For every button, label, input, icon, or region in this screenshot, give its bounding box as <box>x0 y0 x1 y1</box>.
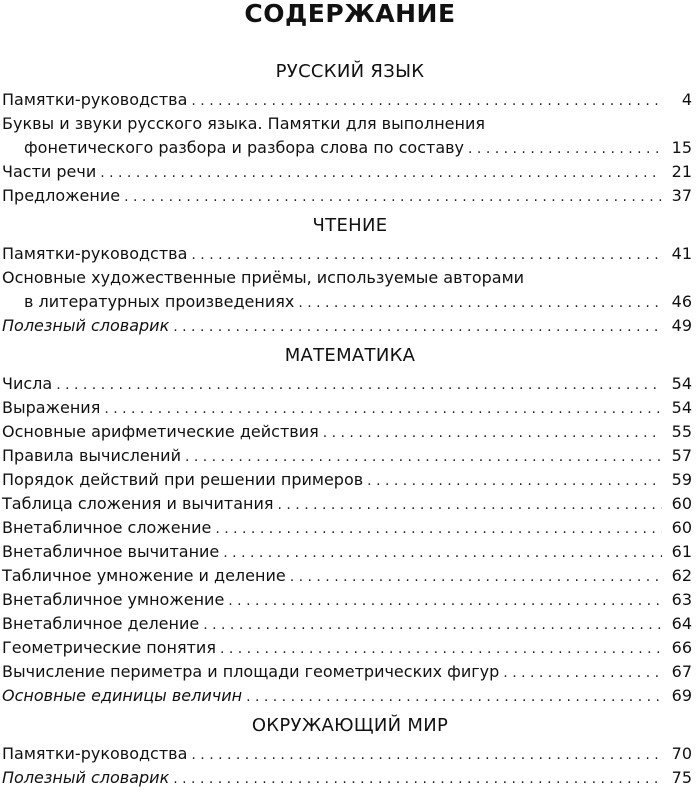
dot-leader <box>191 89 662 113</box>
dot-leader <box>100 161 662 185</box>
toc-entry[interactable] <box>2 372 692 396</box>
dot-leader <box>191 743 662 767</box>
toc-entry[interactable] <box>2 88 692 112</box>
toc-entry-page: 46 <box>671 292 692 311</box>
toc-entry-title: Вычисление периметра и площади геометрических фигур <box>2 662 500 681</box>
section-heading-world: ОКРУЖАЮЩИЙ МИР <box>251 715 449 736</box>
dot-leader <box>191 243 662 267</box>
toc-entry-title-line1[interactable]: Основные художественные приёмы, используемые авторами <box>2 268 525 287</box>
toc-entry-title-line1[interactable]: Буквы и звуки русского языка. Памятки для выполнения <box>2 114 485 133</box>
toc-entry-title: Памятки-руководства <box>2 744 188 763</box>
toc-entry-title: Геометрические понятия <box>2 638 216 657</box>
dot-leader <box>203 613 662 637</box>
toc-entry[interactable] <box>2 444 692 468</box>
dot-leader <box>173 315 662 339</box>
toc-entry-title: Числа <box>2 374 53 393</box>
dot-leader <box>278 493 663 517</box>
toc-entry[interactable] <box>2 314 692 338</box>
toc-entry-title: Таблица сложения и вычитания <box>2 494 274 513</box>
toc-entry-title: Правила вычислений <box>2 446 181 465</box>
toc-entry-page: 67 <box>671 662 692 681</box>
toc-entry[interactable] <box>2 588 692 612</box>
toc-entry[interactable] <box>2 684 692 708</box>
toc-entry[interactable] <box>2 540 692 564</box>
dot-leader <box>298 291 662 315</box>
toc-entry-title: Памятки-руководства <box>2 90 188 109</box>
toc-entry[interactable] <box>24 290 692 314</box>
toc-entry-page: 60 <box>671 518 692 537</box>
dot-leader <box>56 373 662 397</box>
dot-leader <box>246 685 662 709</box>
toc-entry-page: 21 <box>671 162 692 181</box>
toc-entry[interactable] <box>2 184 692 208</box>
toc-entry-title: Порядок действий при решении примеров <box>2 470 364 489</box>
dot-leader <box>220 637 662 661</box>
dot-leader <box>173 767 662 791</box>
toc-entry-page: 62 <box>671 566 692 585</box>
toc-entry-title: Внетабличное умножение <box>2 590 225 609</box>
dot-leader <box>215 517 662 541</box>
toc-entry[interactable] <box>2 516 692 540</box>
toc-entry-title: Полезный словарик <box>2 768 170 787</box>
toc-entry[interactable] <box>2 492 692 516</box>
toc-entry[interactable] <box>2 612 692 636</box>
toc-entry-title: Памятки-руководства <box>2 244 188 263</box>
section-heading-math: МАТЕМАТИКА <box>284 345 416 366</box>
toc-entry-page: 57 <box>671 446 692 465</box>
dot-leader <box>124 185 662 209</box>
toc-entry[interactable] <box>2 396 692 420</box>
toc-entry-page: 75 <box>671 768 692 787</box>
toc-entry[interactable] <box>2 564 692 588</box>
dot-leader <box>503 661 662 685</box>
toc-entry-page: 49 <box>671 316 692 335</box>
page-title: СОДЕРЖАНИЕ <box>244 0 456 28</box>
toc-entry[interactable] <box>2 160 692 184</box>
toc-entry[interactable] <box>2 636 692 660</box>
toc-entry-title: Основные единицы величин <box>2 686 243 705</box>
dot-leader <box>367 469 662 493</box>
toc-entry-page: 66 <box>671 638 692 657</box>
toc-entry-page: 64 <box>671 614 692 633</box>
toc-entry-title: Полезный словарик <box>2 316 170 335</box>
toc-entry[interactable] <box>2 420 692 444</box>
dot-leader <box>290 565 662 589</box>
toc-entry-title: Внетабличное вычитание <box>2 542 220 561</box>
toc-entry-title: Части речи <box>2 162 97 181</box>
section-heading-russian: РУССКИЙ ЯЗЫК <box>275 61 425 82</box>
toc-entry-page: 59 <box>671 470 692 489</box>
dot-leader <box>228 589 662 613</box>
toc-entry-title: Основные арифметические действия <box>2 422 319 441</box>
toc-entry-page: 54 <box>671 398 692 417</box>
toc-entry-page: 60 <box>671 494 692 513</box>
toc-entry-page: 41 <box>671 244 692 263</box>
toc-entry-page: 54 <box>671 374 692 393</box>
toc-entry-page: 37 <box>671 186 692 205</box>
dot-leader <box>323 421 662 445</box>
toc-entry-title: Выражения <box>2 398 101 417</box>
toc-entry-title: в литературных произведениях <box>24 292 295 311</box>
toc-entry-page: 63 <box>671 590 692 609</box>
toc-entry-page: 70 <box>671 744 692 763</box>
toc-entry[interactable] <box>2 660 692 684</box>
toc-entry-page: 69 <box>671 686 692 705</box>
toc-entry[interactable] <box>2 742 692 766</box>
dot-leader <box>185 445 662 469</box>
toc-entry-title: Табличное умножение и деление <box>2 566 286 585</box>
toc-entry-title: Внетабличное деление <box>2 614 200 633</box>
toc-entry[interactable] <box>2 468 692 492</box>
dot-leader <box>468 137 662 161</box>
toc-entry-title: Предложение <box>2 186 121 205</box>
toc-entry[interactable] <box>24 136 692 160</box>
toc-entry-page: 61 <box>671 542 692 561</box>
toc-entry-title: фонетического разбора и разбора слова по составу <box>24 138 465 157</box>
toc-entry[interactable] <box>2 242 692 266</box>
dot-leader <box>104 397 662 421</box>
toc-entry-title: Внетабличное сложение <box>2 518 212 537</box>
dot-leader <box>223 541 662 565</box>
toc-entry[interactable] <box>2 766 692 790</box>
toc-entry-page: 15 <box>671 138 692 157</box>
section-heading-reading: ЧТЕНИЕ <box>312 215 388 236</box>
toc-entry-page: 55 <box>671 422 692 441</box>
toc-entry-page: 4 <box>681 90 692 109</box>
